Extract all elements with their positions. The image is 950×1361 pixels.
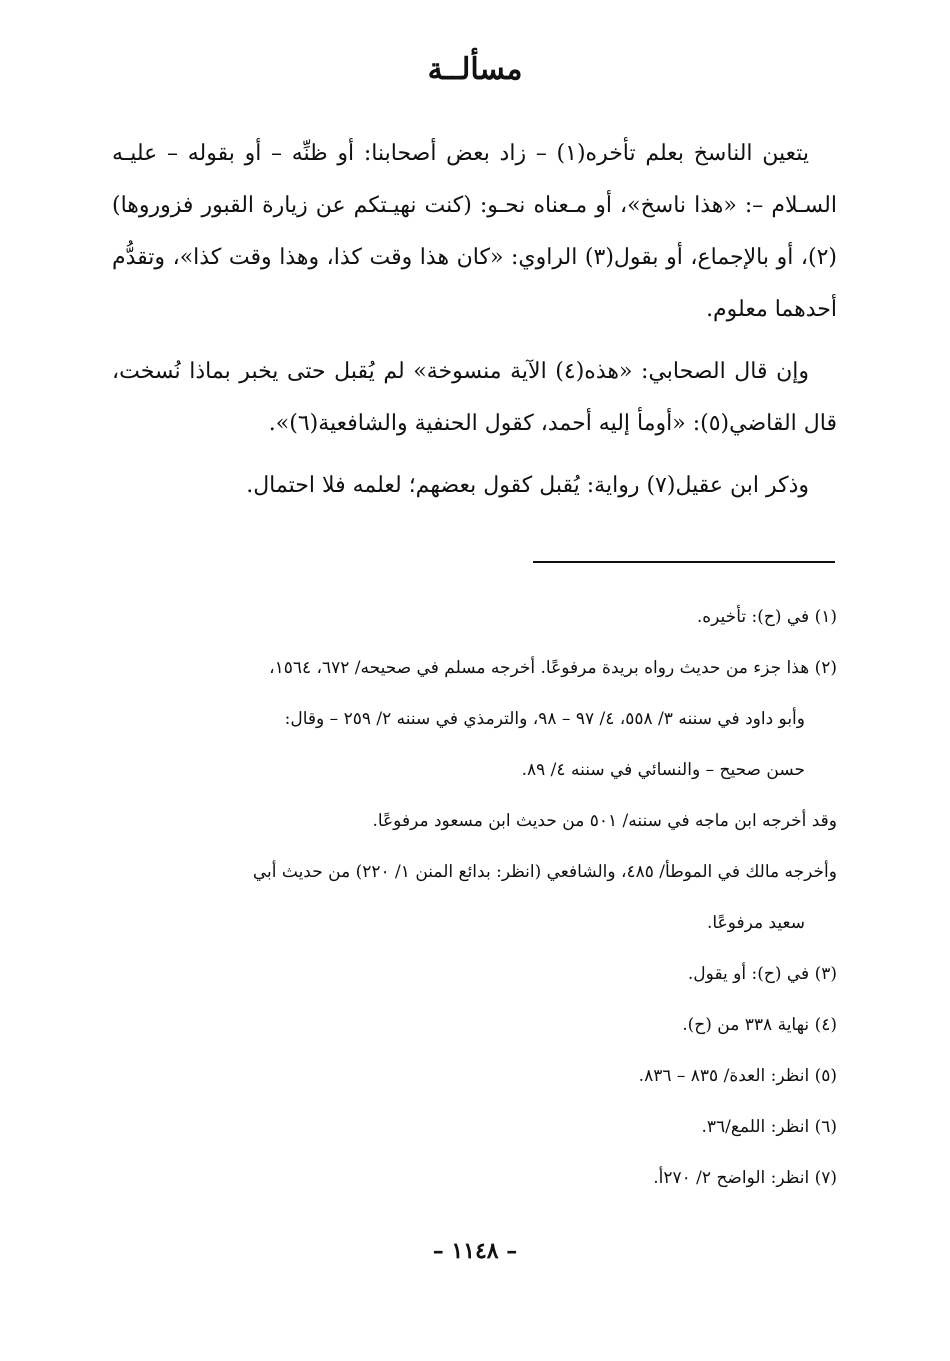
footnote-line: (٢) هذا جزء من حديث رواه بريدة مرفوعًا. أخرجه مسلم في صحيحه/ ٦٧٢، ١٥٦٤، (269, 658, 837, 678)
footnote-line: وأخرجه مالك في الموطأ/ ٤٨٥، والشافعي (انظر: بدائع المنن ١/ ٢٢٠) من حديث أبي (252, 862, 837, 882)
paragraph-companion-statement: وإن قال الصحابي: «هذه(٤) الآية منسوخة» لم يُقبل حتى يخبر بماذا نُسخت، قال القاضي(٥): «أومأ إليه أحمد، كقول الحنفية والشافعية(٦)». (112, 359, 837, 436)
footnote-line: (٥) انظر: العدة/ ٨٣٥ – ٨٣٦. (638, 1066, 837, 1086)
paragraph-naskh-determination: يتعين الناسخ بعلم تأخره(١) – زاد بعض أصحابنا: أو ظنِّه – أو بقوله – عليـه السـلام –: «هذا ناسخ»، أو مـعناه نحـو: (كنت نهيـتكم عن زيارة القبور فزوروها)(٢)، أو بالإجماع، أو بقول(٣) الراوي: «كان هذا وقت كذا، وهذا وقت كذا»، وتقدُّم أحدهما معلوم. (112, 141, 837, 322)
footnote-line: (٦) انظر: اللمع/٣٦. (701, 1117, 837, 1137)
page-number: – ١١٤٨ – (432, 1238, 518, 1264)
footnote-line: (٧) انظر: الواضح ٢/ ٢٧٠أ. (653, 1168, 837, 1188)
footnote-line: حسن صحيح – والنسائي في سننه ٤/ ٨٩. (521, 760, 805, 780)
footnote-line: وأبو داود في سننه ٣/ ٥٥٨، ٤/ ٩٧ – ٩٨، والترمذي في سننه ٢/ ٢٥٩ – وقال: (284, 709, 805, 729)
footnote-line: (١) في (ح): تأخيره. (696, 607, 837, 627)
main-text-body (112, 128, 837, 522)
page-title: مسألــة (427, 52, 523, 87)
footnote-line: (٤) نهاية ٣٣٨ من (ح). (682, 1015, 837, 1035)
footnotes-section (112, 592, 857, 1204)
footnote-separator (533, 561, 835, 563)
footnote-line: (٣) في (ح): أو يقول. (687, 964, 837, 984)
footnote-line: وقد أخرجه ابن ماجه في سننه/ ٥٠١ من حديث ابن مسعود مرفوعًا. (372, 811, 837, 831)
footnote-line: سعيد مرفوعًا. (706, 913, 805, 933)
paragraph-ibn-aqil: وذكر ابن عقيل(٧) رواية: يُقبل كقول بعضهم؛ لعلمه فلا احتمال. (246, 473, 809, 498)
